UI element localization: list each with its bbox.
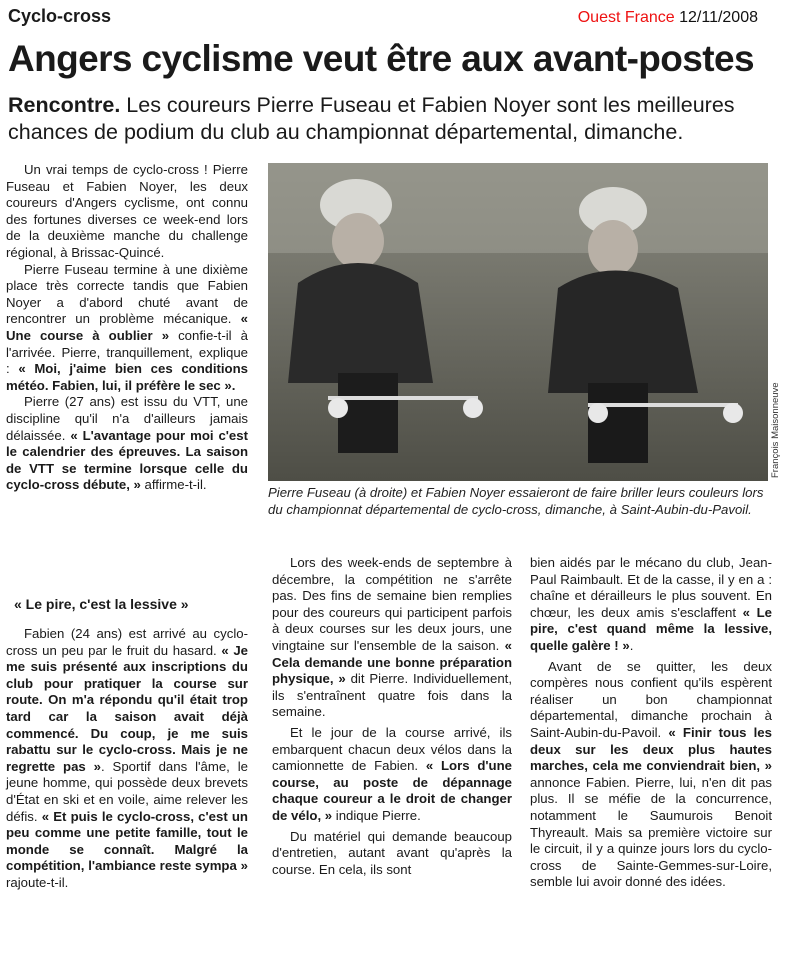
source-line <box>578 9 758 27</box>
photo-caption: Pierre Fuseau (à droite) et Fabien Noyer essaieront de faire briller leurs couleurs lors du championnat départemental de cyclo-cross, dimanche, à Saint-Aubin-du-Pavoil. <box>268 485 764 517</box>
section-rubric: Cyclo-cross <box>8 6 112 26</box>
text: Fabien (24 ans) est arrivé au cyclo-cross un peu par le fruit du hasard. <box>6 626 248 658</box>
paragraph-4 <box>6 626 248 892</box>
standfirst-lead: Rencontre. <box>8 93 121 117</box>
text: Et le jour de la course arrivé, ils embarquent chacun deux vélos dans la camionnette de Fabien. <box>272 724 512 774</box>
column-1 <box>6 162 248 494</box>
paragraph-7-continued <box>530 555 772 655</box>
photo-image <box>268 163 768 481</box>
paragraph-6 <box>272 725 512 825</box>
column-1-continued <box>6 626 248 892</box>
paragraph-2 <box>6 262 248 395</box>
quote: « Et puis le cyclo-cross, c'est un peu comme une petite famille, tout le monde se connaît. Malgré la compétition, l'ambiance reste sympa » <box>6 808 248 874</box>
publication-date: 12/11/2008 <box>679 9 758 26</box>
subheading: « Le pire, c'est la lessive » <box>14 596 189 612</box>
text: confie-t-il à l'arrivée. Pierre, tranquillement, explique : <box>6 327 248 377</box>
text: Avant de se quitter, les deux compères nous confient qu'ils espèrent réaliser un bon championnat départemental, dimanche prochain à Saint-Aubin-du-Pavoil. <box>530 658 772 740</box>
text: affirme-t-il. <box>140 477 207 493</box>
quote: « L'avantage pour moi c'est le calendrier des épreuves. La saison de VTT se termine lorsque celle du cyclo-cross débute, » <box>6 427 248 493</box>
text: . <box>629 637 634 653</box>
text: rajoute-t-il. <box>6 874 69 890</box>
standfirst-text: Les coureurs Pierre Fuseau et Fabien Noyer sont les meilleures chances de podium du club au championnat départemental, dimanche. <box>8 93 735 144</box>
standfirst <box>8 92 778 146</box>
quote: « Lors d'une course, au poste de dépannage chaque coureur a le droit de changer de vélo, » <box>272 758 512 823</box>
paragraph-5 <box>272 555 512 721</box>
text: Pierre (27 ans) est issu du VTT, une discipline qu'il n'a d'ailleurs jamais délaissée. <box>6 394 248 443</box>
text: Pierre Fuseau termine à une dixième place très correcte tandis que Fabien Noyer a d'abord chuté avant de rencontrer un problème mécanique. <box>6 261 248 327</box>
quote: « Je me suis présenté aux inscriptions du club pour pratiquer la course sur route. On m'a répondu qu'il était trop tard car la saison avait déjà commencé. Du coup, je me suis rabattu sur le cyclo-cross. Mais je ne regrette pas » <box>6 642 248 774</box>
quote: « Cela demande une bonne préparation physique, » <box>272 637 512 687</box>
photo-credit-text: François Maisonneuve <box>770 382 781 478</box>
text: Lors des week-ends de septembre à décembre, la compétition ne s'arrête pas. Des fins de semaine bien remplies pour des coureurs qui participent parfois à deux courses sur les deux jours, une vingtaine sur l'ensemble de la saison. <box>272 555 512 653</box>
text: dit Pierre. Individuellement, ils s'entraînent quatre fois dans la semaine. <box>272 671 512 720</box>
quote: « Moi, j'aime bien ces conditions météo. Fabien, lui, il préfère le sec ». <box>6 361 248 393</box>
paragraph-8 <box>530 659 772 891</box>
paragraph-7: Du matériel qui demande beaucoup d'entretien, autant avant qu'après la course. En cela, ils sont <box>272 828 512 877</box>
text: bien aidés par le mécano du club, Jean-Paul Raimbault. Et de la casse, il y en a : chaîne et dérailleurs le plus souvent. En chœur, les deux amis s'esclaffent <box>530 555 772 620</box>
newspaper-name: Ouest France <box>577 9 675 26</box>
quote: « Le pire, c'est quand même la lessive, quelle galère ! » <box>530 604 772 653</box>
column-3 <box>530 555 772 891</box>
cyclists-photo <box>268 163 768 481</box>
photo-credit <box>768 370 782 480</box>
quote: « Finir tous les deux sur les deux plus hautes marches, cela me conviendrait bien, » <box>530 724 772 774</box>
text: . Sportif dans l'âme, le jeune homme, qui possède deux brevets d'État en ski et en voile, aime relever les défis. <box>6 758 249 824</box>
column-2 <box>272 555 512 878</box>
paragraph-3 <box>6 394 248 494</box>
quote: « Une course à oublier » <box>6 311 248 343</box>
paragraph-1: Un vrai temps de cyclo-cross ! Pierre Fuseau et Fabien Noyer, les deux coureurs d'Angers cyclisme, ont connu des fortunes diverses ce week-end lors de la deuxième manche du challenge régional, à Brissac-Quincé. <box>6 162 248 260</box>
headline: Angers cyclisme veut être aux avant-postes <box>8 38 754 79</box>
text: annonce Fabien. Pierre, lui, n'en dit pas plus. Il se méfie de la concurrence, notamment le Saumurois Benoit Thyreault. Mais sa première victoire sur le circuit, il y a quinze jours lors du cyclo-cross de Sainte-Gemmes-sur-Loire, semble lui avoir donné des idées. <box>530 774 772 890</box>
text: indique Pierre. <box>332 807 421 823</box>
